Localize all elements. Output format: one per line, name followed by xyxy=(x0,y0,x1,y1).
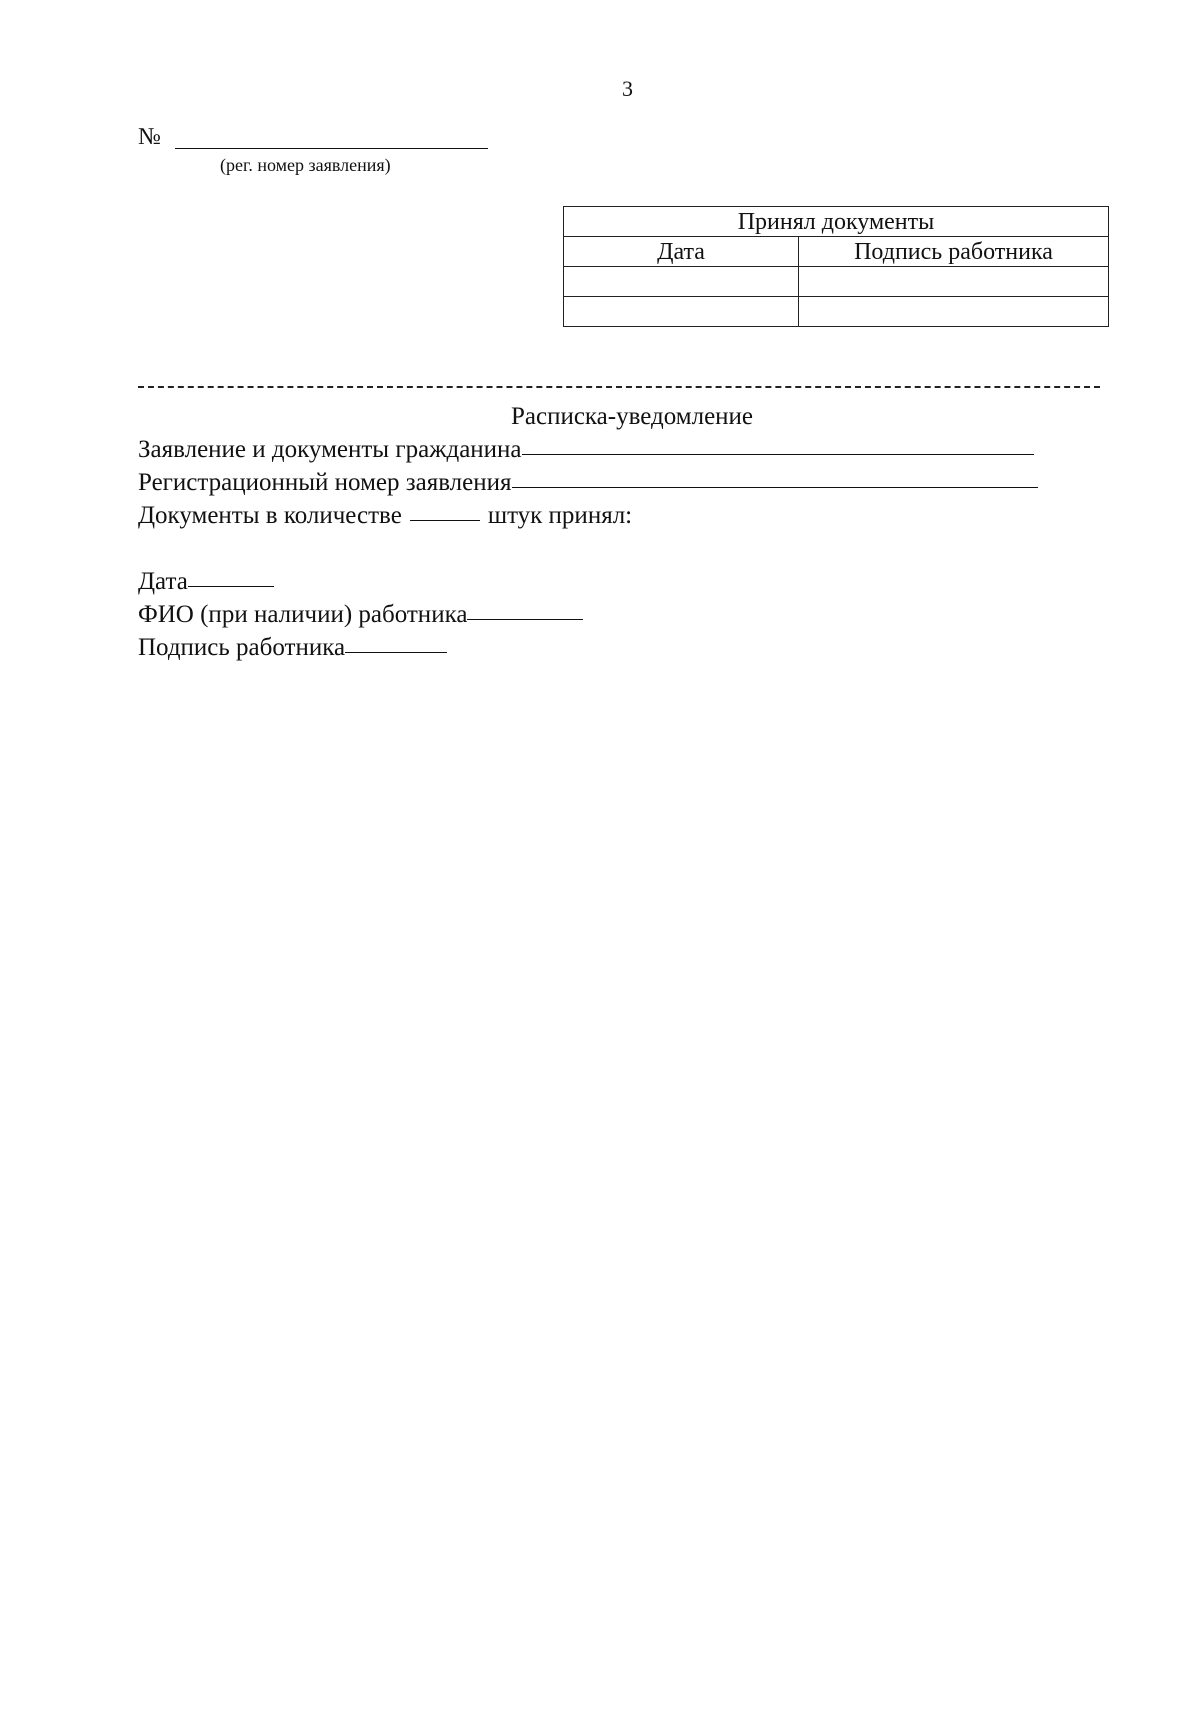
table-header-row xyxy=(564,207,1109,237)
signature-label: Подпись работника xyxy=(138,634,346,661)
receipt-title: Расписка-уведомление xyxy=(510,403,754,430)
accepted-documents-table xyxy=(563,206,1109,327)
table-cell-date xyxy=(564,267,799,297)
application-label: Заявление и документы гражданина xyxy=(138,436,522,463)
table-cell-signature xyxy=(799,297,1109,327)
page-number: 3 xyxy=(622,76,633,101)
application-line xyxy=(138,436,1034,464)
fio-label: ФИО (при наличии) работника xyxy=(138,601,468,628)
count-blank xyxy=(410,520,480,521)
column-header-signature: Подпись работника xyxy=(799,237,1109,267)
table-row xyxy=(564,267,1109,297)
registration-number-blank xyxy=(175,148,488,149)
reg-number-blank xyxy=(512,487,1038,488)
fio-blank xyxy=(467,619,583,620)
date-blank xyxy=(188,586,274,587)
fio-line xyxy=(138,601,583,629)
registration-number-sign: № xyxy=(138,124,161,150)
count-label: Документы в количестве xyxy=(138,502,402,529)
cut-line-divider xyxy=(138,386,1100,388)
signature-blank xyxy=(345,652,447,653)
column-header-date: Дата xyxy=(564,237,799,267)
application-blank xyxy=(522,454,1034,455)
date-label: Дата xyxy=(138,568,188,595)
table-cell-signature xyxy=(799,267,1109,297)
signature-line xyxy=(138,634,447,662)
reg-number-line xyxy=(138,469,1038,497)
date-line xyxy=(138,568,274,596)
reg-number-label: Регистрационный номер заявления xyxy=(138,469,512,496)
table-cell-date xyxy=(564,297,799,327)
table-row xyxy=(564,297,1109,327)
table-column-row xyxy=(564,237,1109,267)
count-line xyxy=(138,502,632,530)
count-suffix: штук принял: xyxy=(487,502,633,529)
registration-number-caption: (рег. номер заявления) xyxy=(220,155,391,175)
table-header: Принял документы xyxy=(564,207,1109,237)
